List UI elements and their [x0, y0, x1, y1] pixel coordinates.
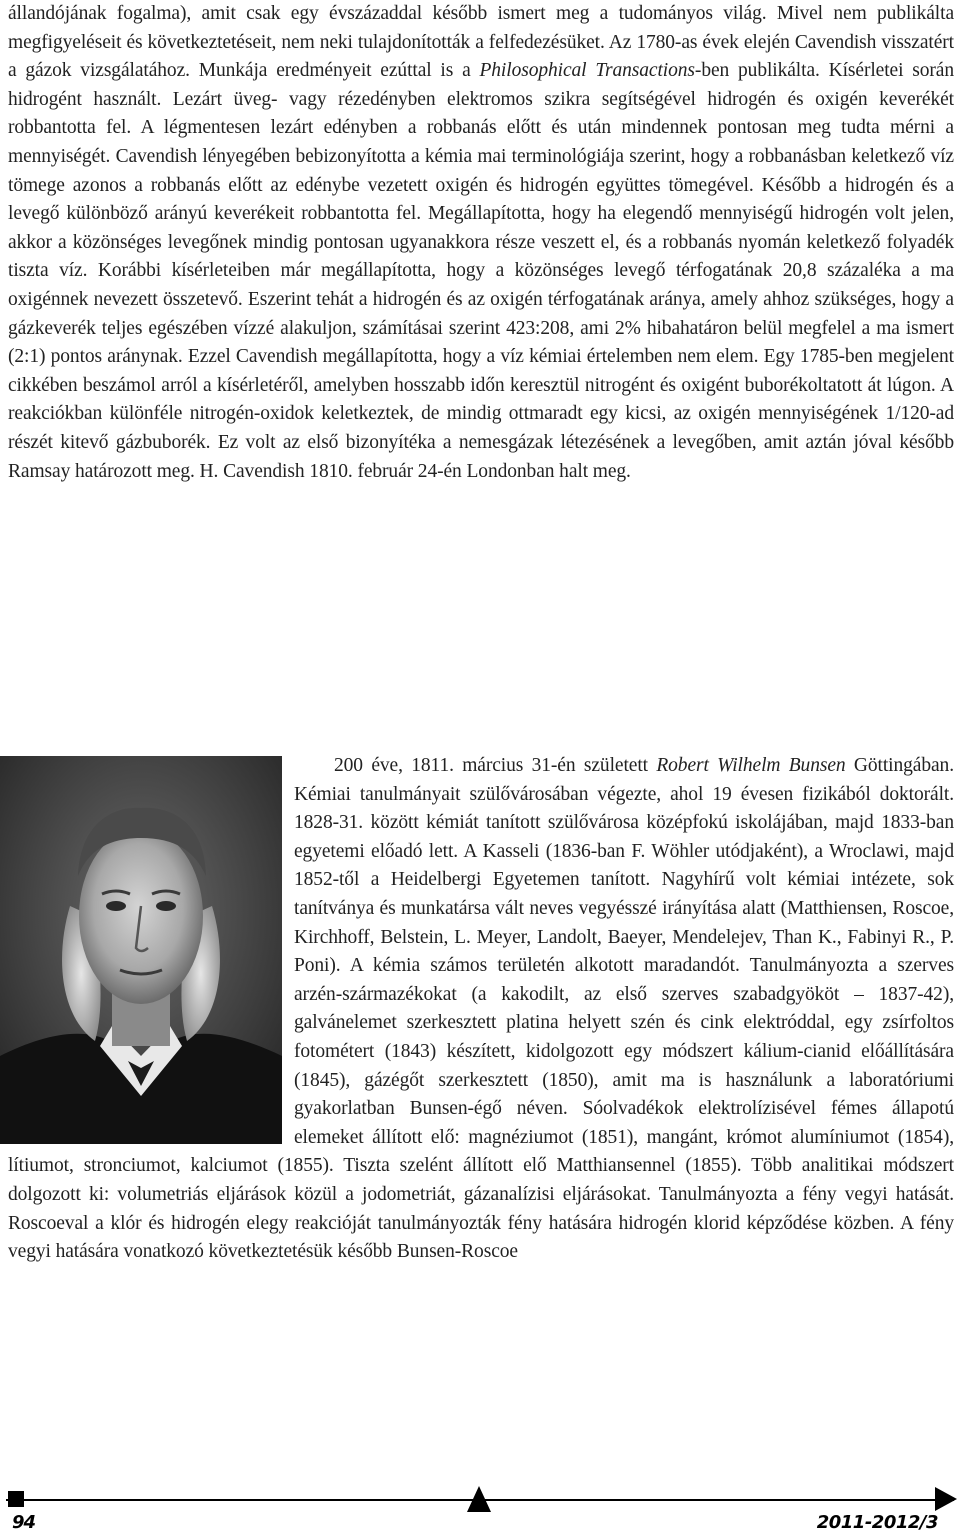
page-number: 94	[12, 1512, 36, 1533]
person-name: Robert Wilhelm Bunsen	[656, 755, 846, 776]
bunsen-section	[8, 752, 954, 1267]
text-segment: -ben publikálta. Kísérletei során hidrogént használt. Lezárt üveg- vagy rézedényben elektromos szikra segítségével hidrogén és oxigén keverékét robbantotta fel. A légmentesen lezárt edényben a robbanás előtt és után mindennek pontosan meg tudta mérni a mennyiségét. Cavendish lényegében bebizonyította a kémia mai terminológiája szerint, hogy a robbanásban keletkező víz tömege azonos a robbanás előtt az edénybe vezetett oxigén és hidrogén együttes tömegével. Később a hidrogén és a levegő különböző arányú keverékeit robbantotta fel. Megállapította, hogy ha elegendő mennyiségű hidrogén volt jelen, akkor a közönséges levegőnek mindig pontosan ugyanakkora része veszett el, és a robbanás nyomán keletkező folyadék tiszta víz. Korábbi kísérleteiben már megállapította, hogy a közönséges levegő térfogatának 20,8 százaléka a ma oxigénnek nevezett összetevő. Eszerint tehát a hidrogén és az oxigén térfogatának aránya, amely ahhoz szükséges, hogy a gázkeverék teljes egészében vízzé alakuljon, számításai szerint 423:208, ami 2% hibahatáron belül megfelel a ma ismert (2:1) pontos aránynak. Ezzel Cavendish megállapította, hogy a víz kémiai értelemben nem elem. Egy 1785-ben megjelent cikkében beszámol arról a kísérletéről, amelyben hosszabb időn keresztül nitrogént és oxigént buborékoltatott át lúgon. A reakciókban különféle nitrogén-oxidok keletkeztek, de mindig ottmaradt egy kicsi, az oxigén mennyiségének 1/120-ad részét kitevő gázbuborék. Ez volt az első bizonyítéka a nemesgázak létezésének a levegőben, amit aztán jóval később Ramsay határozott meg. H. Cavendish 1810. február 24-én Londonban halt meg.	[8, 60, 954, 482]
triangle-marker-icon	[467, 1486, 491, 1512]
journal-title: Philosophical Transactions	[479, 60, 695, 82]
issue-number: 2011-2012/3	[816, 1512, 938, 1533]
cavendish-section	[8, 0, 954, 486]
text-segment: állandójának fogalma), amit csak egy évszázaddal később ismert meg a tudományos világ. Mivel nem publikálta megfigyeléseit és következtetéseit, nem neki tulajdonították a felfedezésüket. Az 1780-as évek elején Cavendish visszatért a gázok vizsgálatához. Munkája eredményeit ezúttal is a	[8, 3, 954, 82]
page-footer	[0, 1486, 960, 1534]
text-segment: Göttingában. Kémiai tanulmányait szülővárosában végezte, ahol 19 évesen fizikából doktorált. 1828-31. között kémiát tanított szülővárosa középfokú iskolájában, majd 1833-ban egyetemi előadó lett. A Kasseli (1836-ban F. Wöhler utódjaként), a Wroclawi, majd 1852-től a Heidelbergi Egyetemen tanított. Nagyhírű volt kémiai intézete, sok tanítványa és munkatársa vált neves vegyésszé irányítása alatt (Matthiensen, Roscoe, Kirchhoff, Belstein, L. Meyer, Landolt, Baeyer, Mendelejev, Than K., Fabinyi R., P. Poni). A kémia számos területén alkotott maradandót. Tanulmányozta a szerves arzén-származékokat (a kakodilt, az első szerves szabadgyököt – 1837-42), galvánelemet szerkesztett platina helyett szén és cink elektróddal, egy zsírfoltos fotométert (1843) készített, kidolgozott egy módszert kálium-cianid előállítására (1845), gázégőt szerkesztett (1850), amit ma is használunk a laboratóriumi gyakorlatban Bunsen-égő néven. Sóolvadékok elektrolízisével fémes állapotú elemeket állított elő: magnéziumot (1851), mangánt, krómot alumíniumot (1854), lítiumot, stronciumot, kalciumot (1855). Tiszta szelént állított elő Matthiansennel (1855). Több analitikai módszert dolgozott ki: volumetriás eljárások közül a jodometriát, gázanalízisi eljárásokat. Tanulmányozta a fény vegyi hatását. Roscoeval a klór és hidrogén elegy reakcióját tanulmányozták fény hatására hidrogén klorid képződése közben. A fény vegyi hatására vonatkozó következtetésük később Bunsen-Roscoe	[8, 755, 954, 1263]
bunsen-portrait	[0, 756, 282, 1144]
paragraph-cavendish	[8, 0, 954, 486]
square-marker-icon	[8, 1491, 24, 1507]
arrow-marker-icon	[935, 1487, 957, 1511]
text-segment: 200 éve, 1811. március 31-én született	[334, 755, 657, 776]
